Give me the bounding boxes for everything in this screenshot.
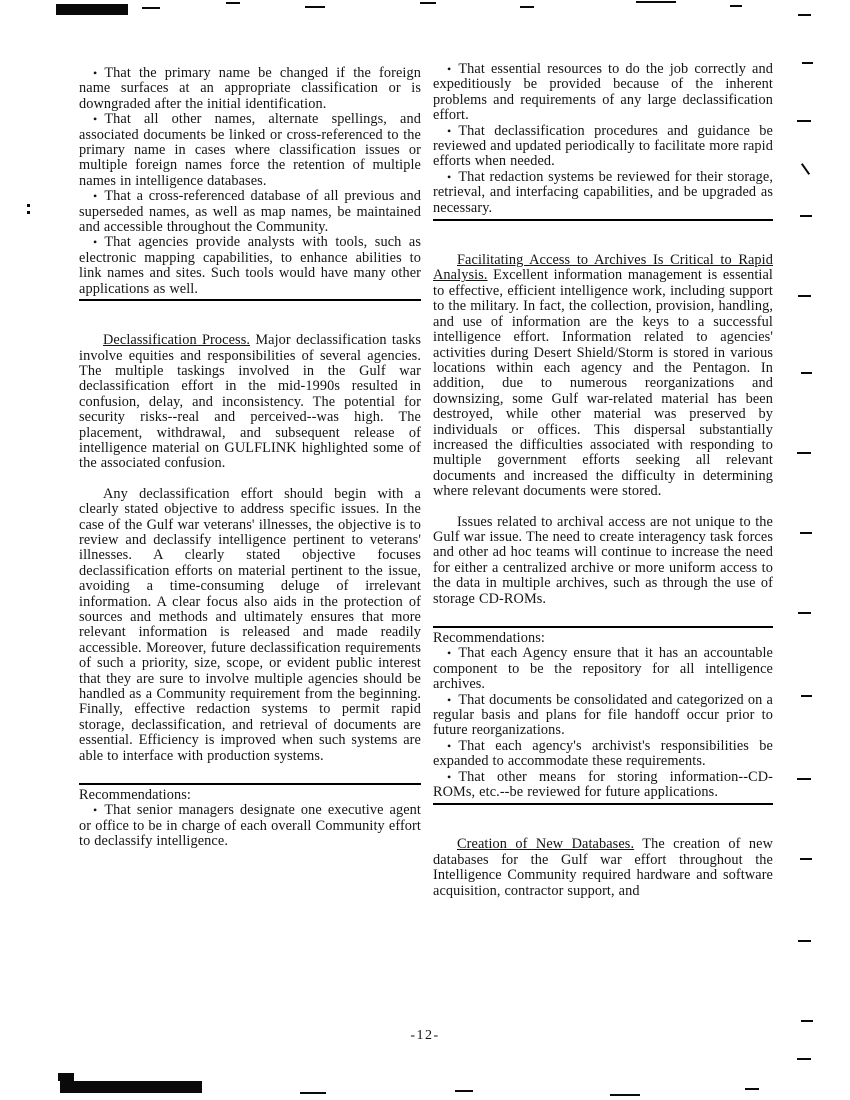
bullet-text: That each Agency ensure that it has an accountable component to be the repository for all intelligence archives. <box>433 645 773 693</box>
scan-artifact <box>798 940 811 942</box>
page-number: -12- <box>410 1028 440 1043</box>
scan-artifact <box>300 1092 326 1094</box>
recommendations-label: Recommendations: <box>433 630 545 646</box>
creation-body: The creation of new databases for the Gulf war effort throughout the Intelligence Community required hardware and software acquisition, contractor support, and <box>433 836 774 899</box>
bullet-icon: • <box>447 62 452 76</box>
facilitating-paragraph <box>433 253 773 500</box>
bullet-icon: • <box>93 235 98 250</box>
bullet-icon: • <box>447 692 452 707</box>
scan-artifact <box>798 14 811 16</box>
bullet-text: That agencies provide analysts with tools, such as electronic mapping capabilities, to enhance abilities to link names and sites. Such tools would have many other applications as well. <box>79 234 421 297</box>
scan-artifact <box>58 1073 74 1081</box>
horizontal-rule <box>79 299 421 301</box>
horizontal-rule <box>433 219 773 221</box>
scan-artifact <box>801 695 812 697</box>
scan-artifact <box>801 163 810 175</box>
scan-artifact <box>801 372 812 374</box>
scan-artifact <box>27 204 30 207</box>
bullet-text: That senior managers designate one executive agent or office to be in charge of each overall Community effort to declassify intelligence. <box>79 802 421 850</box>
bullet-item <box>433 170 773 216</box>
scan-artifact <box>56 4 128 15</box>
bullet-icon: • <box>93 189 98 204</box>
horizontal-rule <box>433 803 773 805</box>
scan-artifact <box>798 612 811 614</box>
bullet-icon: • <box>447 169 452 184</box>
scan-artifact <box>142 7 160 9</box>
bullet-item <box>79 189 421 235</box>
scan-artifact <box>798 295 811 297</box>
bullet-text: That redaction systems be reviewed for their storage, retrieval, and interfacing capabilities, and be upgraded as necessary. <box>433 168 773 216</box>
creation-heading: Creation of New Databases. <box>457 836 635 853</box>
declassification-heading: Declassification Process. <box>103 332 251 349</box>
bullet-item <box>433 646 773 692</box>
scan-artifact <box>800 858 812 860</box>
bullet-text: That declassification procedures and guidance be reviewed and updated periodically to facilitate more rapid efforts when needed. <box>433 122 773 170</box>
scan-artifact <box>745 1088 759 1090</box>
bullet-icon: • <box>93 112 98 127</box>
bullet-icon: • <box>93 803 98 818</box>
bullet-text: That all other names, alternate spellings, and associated documents be linked or cross-referenced to the primary name in cases where classification issues or multiple foreign names force the retention of multiple names in intelligence databases. <box>79 111 421 189</box>
scan-artifact <box>797 120 811 122</box>
facilitating-heading: Facilitating Access to Archives Is Critical to Rapid Analysis. <box>433 252 773 284</box>
archival-access-paragraph: Issues related to archival access are not unique to the Gulf war issue. The need to create interagency task forces and other ad hoc teams will continue to increase the need for either a centralized archive or more uniform access to the data in multiple archives, such as through the use of storage CD-ROMs. <box>433 513 773 607</box>
left-column <box>79 66 421 850</box>
bullet-item <box>433 770 773 801</box>
bullet-icon: • <box>447 738 452 753</box>
scan-artifact <box>802 62 813 64</box>
scan-artifact <box>27 211 30 214</box>
scan-artifact <box>797 452 811 454</box>
scan-artifact <box>60 1081 202 1093</box>
bullet-text: That other means for storing information--CD-ROMs, etc.--be reviewed for future applications. <box>433 768 773 801</box>
facilitating-body: Excellent information management is essential to effective, efficient intelligence work, including support to the military. In fact, the collection, provision, handling, and use of information are the keys to a successful intelligence effort. Information related to agencies' activities during Desert Shield/Storm is stored in various locations within each agency and the Pentagon. In addition, due to numerous reorganizations and downsizing, some Gulf war-related material has been destroyed, while other material was preserved by individuals or offices. This dispersal substantially increased the difficulties associated with responding to multiple government efforts seeking all relevant documents and increased the difficulty in determining where relevant documents were stored. <box>433 267 773 500</box>
bullet-text: That a cross-referenced database of all previous and superseded names, as well as map names, be maintained and accessible throughout the Community. <box>79 188 421 236</box>
scan-artifact <box>305 6 325 8</box>
creation-paragraph <box>433 837 773 899</box>
bullet-item <box>79 803 421 849</box>
bullet-icon: • <box>93 66 98 80</box>
bullet-item <box>433 693 773 739</box>
scan-artifact <box>800 532 812 534</box>
declassification-paragraph <box>79 333 421 472</box>
horizontal-rule <box>79 783 421 785</box>
bullet-icon: • <box>447 769 452 784</box>
scan-artifact <box>420 2 436 4</box>
bullet-item <box>433 62 773 124</box>
scan-artifact <box>730 5 742 7</box>
bullet-item <box>79 112 421 189</box>
bullet-item <box>433 739 773 770</box>
horizontal-rule <box>433 626 773 628</box>
scan-artifact <box>455 1090 473 1092</box>
scan-artifact <box>797 778 811 780</box>
scan-artifact <box>520 6 534 8</box>
declassification-paragraph-2: Any declassification effort should begin with a clearly stated objective to address specific issues. In the case of the Gulf war veterans' illnesses, the objective is to review and declassify intelligence pertinent to veterans' illnesses. A clearly stated objective focuses declassification efforts on material pertinent to the issue, avoiding a time-consuming deluge of irrelevant information. A clear focus also aids in the protection of sources and methods and ultimately ensures that more relevant information is released and made readily accessible. Moreover, future declassification requirements of such a priority, size, scope, or evident public interest that they are sure to involve multiple agencies should be handled as a Community requirement from the beginning. Finally, effective redaction systems to permit rapid storage, declassification, and retrieval of documents are essential. Efficiency is improved when such systems are able to interface with production systems. <box>79 485 421 764</box>
scan-artifact <box>800 215 812 217</box>
bullet-item <box>433 124 773 170</box>
bullet-item <box>79 235 421 297</box>
right-column <box>433 62 773 899</box>
scan-artifact <box>610 1094 640 1096</box>
bullet-item <box>79 66 421 112</box>
bullet-text: That each agency's archivist's responsibilities be expanded to accommodate these requirements. <box>433 737 773 770</box>
declassification-body: Major declassification tasks involve equities and responsibilities of several agencies. The multiple taskings involved in the Gulf war declassification effort in the mid-1990s resulted in confusion, delay, and inconsistency. The potential for security risks--real and perceived--was high. The placement, withdrawal, and subsequent release of intelligence material on GULFLINK highlighted some of the associated confusion. <box>79 332 422 472</box>
scan-artifact <box>636 1 676 3</box>
scan-artifact <box>226 2 240 4</box>
bullet-icon: • <box>447 123 452 138</box>
recommendations-label: Recommendations: <box>79 787 191 804</box>
bullet-text: That documents be consolidated and categorized on a regular basis and plans for file handoff occur prior to future reorganizations. <box>433 691 773 739</box>
bullet-text: That the primary name be changed if the foreign name surfaces at an appropriate classification or is downgraded after the initial identification. <box>79 65 421 112</box>
bullet-icon: • <box>447 646 452 661</box>
bullet-text: That essential resources to do the job correctly and expeditiously be provided because of the inherent problems and requirements of any large declassification effort. <box>433 61 773 124</box>
scan-artifact <box>797 1058 811 1060</box>
scan-artifact <box>801 1020 813 1022</box>
